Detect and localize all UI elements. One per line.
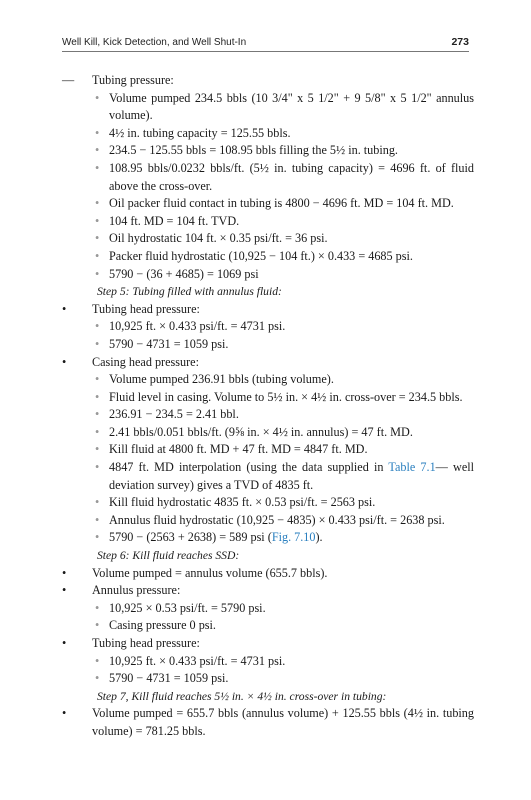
sub-bullet-marker: •: [95, 389, 100, 404]
sub-list-item: [62, 600, 474, 618]
bullet-marker: •: [62, 706, 67, 721]
list-item: [62, 565, 474, 583]
sub-list-item: [62, 160, 474, 195]
step-heading: [62, 547, 474, 565]
list-item: [62, 354, 474, 372]
list-item: [62, 72, 474, 90]
sub-bullet-marker: •: [95, 600, 100, 615]
bullet-marker: •: [62, 583, 67, 598]
item-text: Casing head pressure:: [92, 354, 199, 369]
item-text: 4847 ft. MD interpolation (using the data supplied in: [109, 460, 389, 475]
item-text: Annulus pressure:: [92, 583, 181, 598]
sub-bullet-marker: •: [95, 442, 100, 457]
item-text: 5790 − 4731 = 1059 psi.: [109, 336, 229, 351]
sub-list-item: [62, 213, 474, 231]
item-text: 5790 − (2563 + 2638) = 589 psi (: [109, 530, 272, 545]
item-text: 10,925 × 0.53 psi/ft. = 5790 psi.: [109, 600, 266, 615]
running-title: Well Kill, Kick Detection, and Well Shut-In: [62, 37, 247, 48]
sub-bullet-marker: •: [95, 512, 100, 527]
sub-list-item: [62, 512, 474, 530]
sub-list-item: [62, 529, 474, 547]
sub-list-item: [62, 195, 474, 213]
item-text: Casing pressure 0 psi.: [109, 618, 216, 633]
sub-list-item: [62, 389, 474, 407]
item-text: Tubing head pressure:: [92, 636, 200, 650]
item-text: Tubing pressure:: [92, 73, 174, 87]
item-text: ).: [315, 530, 323, 545]
item-text: Packer fluid hydrostatic (10,925 − 104 ft.) × 0.433 = 4685 psi.: [109, 248, 413, 263]
item-text: 5790 − 4731 = 1059 psi.: [109, 671, 229, 686]
item-text: 108.95 bbls/0.0232 bbls/ft. (5½ in. tubing capacity) = 4696 ft. of fluid above the cross-over.: [109, 160, 474, 193]
bullet-marker: •: [62, 636, 67, 650]
list-item: [62, 635, 474, 653]
item-text: Step 5: Tubing filled with annulus fluid:: [97, 285, 282, 299]
step-heading: [62, 688, 474, 706]
sub-list-item: [62, 617, 474, 635]
sub-bullet-marker: •: [95, 90, 100, 105]
sub-list-item: [62, 266, 474, 284]
bullet-marker: •: [62, 565, 67, 580]
sub-list-item: [62, 248, 474, 266]
sub-list-item: [62, 494, 474, 512]
sub-bullet-marker: •: [95, 231, 100, 246]
sub-list-item: [62, 441, 474, 459]
item-text: Annulus fluid hydrostatic (10,925 − 4835) × 0.433 psi/ft. = 2638 psi.: [109, 512, 445, 527]
list-item: [62, 582, 474, 600]
item-text: Oil hydrostatic 104 ft. × 0.35 psi/ft. = 36 psi.: [109, 231, 328, 246]
item-text: 4½ in. tubing capacity = 125.55 bbls.: [109, 125, 291, 140]
sub-bullet-marker: •: [95, 372, 100, 387]
sub-list-item: [62, 90, 474, 125]
list-item: [62, 301, 474, 319]
sub-bullet-marker: •: [95, 160, 100, 175]
item-text: 5790 − (36 + 4685) = 1069 psi: [109, 266, 259, 281]
sub-bullet-marker: •: [95, 319, 100, 334]
item-text: — well deviation survey) gives a TVD of 4835 ft.: [109, 460, 474, 492]
sub-list-item: [62, 142, 474, 160]
sub-bullet-marker: •: [95, 336, 100, 351]
item-text: Volume pumped = annulus volume (655.7 bbls).: [92, 565, 328, 580]
item-text: Fluid level in casing. Volume to 5½ in. × 4½ in. cross-over = 234.5 bbls.: [109, 389, 463, 404]
bullet-marker: —: [62, 73, 75, 87]
sub-list-item: [62, 670, 474, 688]
list-item: [62, 705, 474, 740]
sub-list-item: [62, 406, 474, 424]
bullet-marker: •: [62, 301, 67, 316]
cross-reference-link[interactable]: Table 7.1: [388, 460, 436, 475]
item-text: 234.5 − 125.55 bbls = 108.95 bbls filling the 5½ in. tubing.: [109, 143, 398, 158]
sub-bullet-marker: •: [95, 424, 100, 439]
sub-bullet-marker: •: [95, 266, 100, 281]
item-text: 10,925 ft. × 0.433 psi/ft. = 4731 psi.: [109, 319, 286, 334]
sub-list-item: [62, 424, 474, 442]
page-number: 273: [451, 36, 469, 48]
sub-bullet-marker: •: [95, 125, 100, 140]
sub-bullet-marker: •: [95, 495, 100, 510]
item-text: Volume pumped = 655.7 bbls (annulus volume) + 125.55 bbls (4½ in. tubing volume) = 781.25 bbls.: [92, 706, 474, 738]
item-text: Kill fluid hydrostatic 4835 ft. × 0.53 psi/ft. = 2563 psi.: [109, 495, 376, 510]
sub-bullet-marker: •: [95, 407, 100, 422]
bullet-marker: •: [62, 354, 67, 369]
step-heading: [62, 283, 474, 301]
item-text: Tubing head pressure:: [92, 301, 200, 316]
sub-list-item: [62, 318, 474, 336]
sub-list-item: [62, 459, 474, 494]
sub-bullet-marker: •: [95, 213, 100, 228]
sub-bullet-marker: •: [95, 460, 100, 475]
sub-bullet-marker: •: [95, 653, 100, 668]
item-text: Volume pumped 236.91 bbls (tubing volume).: [109, 372, 334, 387]
sub-bullet-marker: •: [95, 618, 100, 633]
running-header: [62, 36, 469, 48]
item-text: Volume pumped 234.5 bbls (10 3/4" x 5 1/2" + 9 5/8" x 5 1/2" annulus volume).: [109, 90, 474, 123]
item-text: 10,925 ft. × 0.433 psi/ft. = 4731 psi.: [109, 653, 286, 668]
item-text: Kill fluid at 4800 ft. MD + 47 ft. MD = 4847 ft. MD.: [109, 442, 368, 457]
item-text: Step 6: Kill fluid reaches SSD:: [97, 549, 240, 563]
cross-reference-link[interactable]: Fig. 7.10: [271, 530, 316, 545]
sub-list-item: [62, 653, 474, 671]
sub-list-item: [62, 336, 474, 354]
sub-list-item: [62, 125, 474, 143]
sub-bullet-marker: •: [95, 196, 100, 211]
item-text: 104 ft. MD = 104 ft. TVD.: [109, 213, 240, 228]
page-body: [62, 72, 474, 741]
sub-list-item: [62, 230, 474, 248]
item-text: Step 7, Kill fluid reaches 5½ in. × 4½ in. cross-over in tubing:: [97, 689, 387, 703]
item-text: 236.91 − 234.5 = 2.41 bbl.: [109, 407, 239, 422]
item-text: 2.41 bbls/0.051 bbls/ft. (9⅝ in. × 4½ in. annulus) = 47 ft. MD.: [109, 424, 413, 439]
sub-bullet-marker: •: [95, 248, 100, 263]
sub-bullet-marker: •: [95, 143, 100, 158]
sub-bullet-marker: •: [95, 530, 100, 545]
sub-bullet-marker: •: [95, 671, 100, 686]
item-text: Oil packer fluid contact in tubing is 4800 − 4696 ft. MD = 104 ft. MD.: [109, 196, 454, 211]
sub-list-item: [62, 371, 474, 389]
header-rule: [62, 51, 469, 52]
